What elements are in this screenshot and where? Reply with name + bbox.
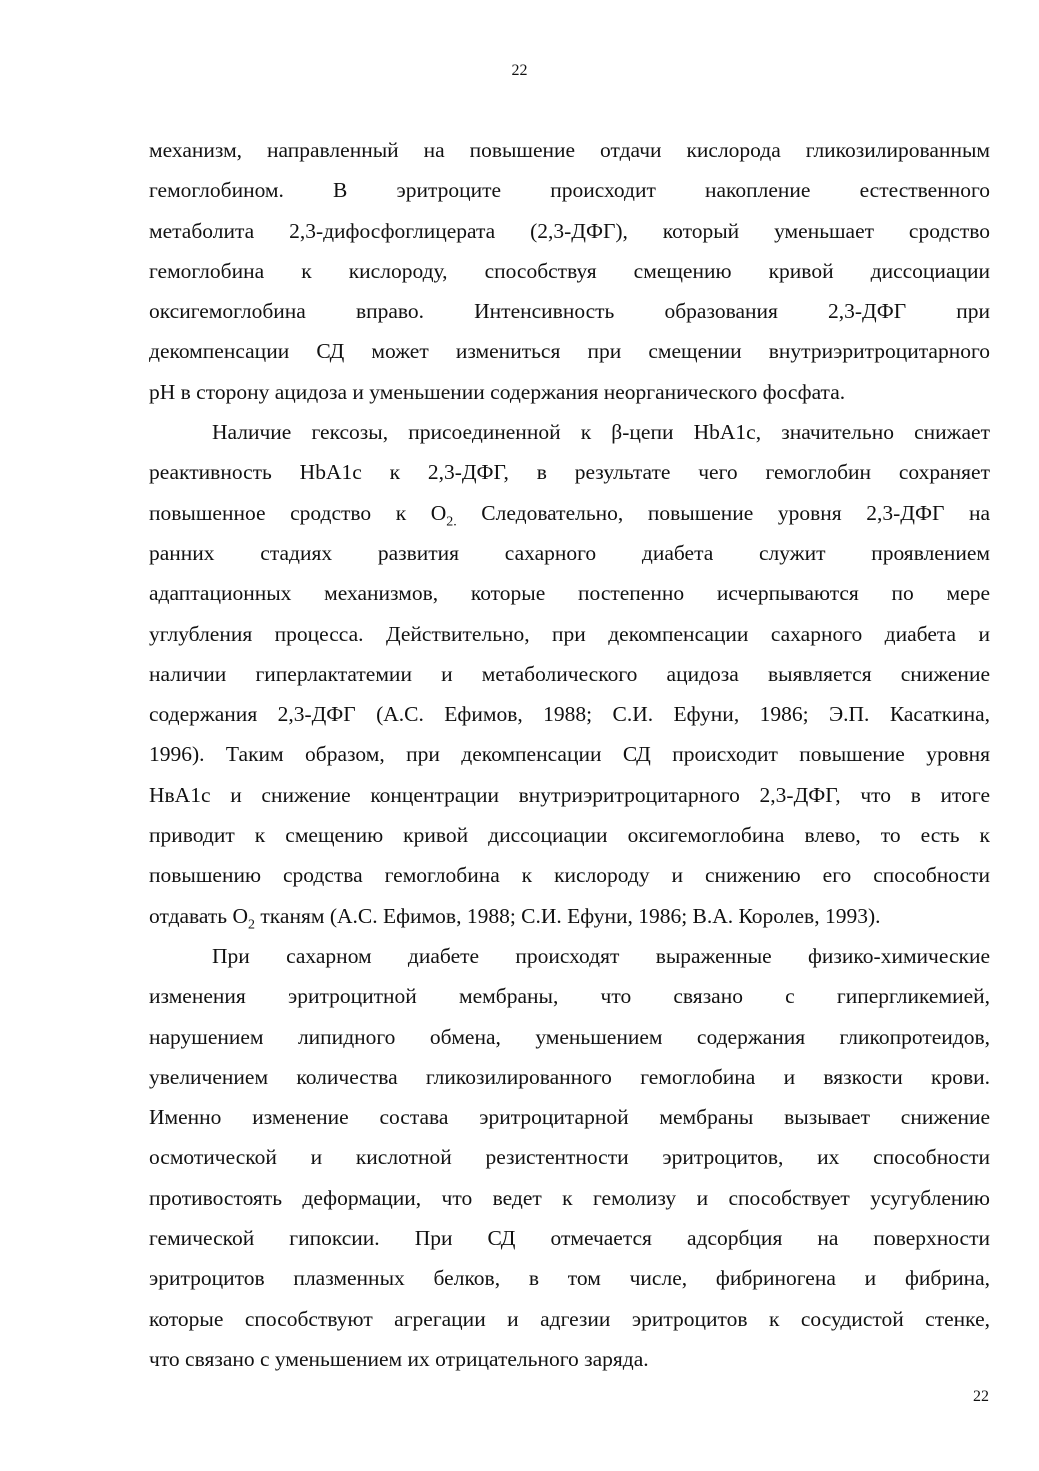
text-line: реактивность HbA1c к 2,3-ДФГ, в результате чего гемоглобин сохраняет — [149, 460, 990, 485]
text-line: наличии гиперлактатемии и метаболического ацидоза выявляется снижение — [149, 661, 990, 686]
text-line: ранних стадиях развития сахарного диабета служит проявлением — [149, 540, 990, 565]
text-line: 1996). Таким образом, при декомпенсации СД происходит повышение уровня — [149, 742, 990, 767]
text-line: гемической гипоксии. При СД отмечается адсорбция на поверхности — [149, 1226, 990, 1251]
text-line: гемоглобином. В эритроците происходит накопление естественного — [149, 178, 990, 203]
text-line: которые способствуют агрегации и адгезии эритроцитов к сосудистой стенке, — [149, 1306, 990, 1331]
text-line: Наличие гексозы, присоединенной к β-цепи HbA1c, значительно снижает — [212, 420, 990, 445]
subscript: 2. — [446, 513, 457, 529]
text-line: механизм, направленный на повышение отдачи кислорода гликозилированным — [149, 138, 990, 162]
paragraph-3 — [149, 936, 990, 1379]
text-line: гемоглобина к кислороду, способствуя смещению кривой диссоциации — [149, 258, 990, 283]
paragraph-2 — [149, 412, 990, 936]
paragraph-1 — [149, 130, 990, 412]
text-line-with-subscript — [149, 493, 990, 533]
text-line: НвА1с и снижение концентрации внутриэритроцитарного 2,3-ДФГ, что в итоге — [149, 782, 990, 807]
text-line: Именно изменение состава эритроцитарной мембраны вызывает снижение — [149, 1105, 990, 1130]
text-line: эритроцитов плазменных белков, в том числе, фибриногена и фибрина, — [149, 1266, 990, 1291]
text-line: адаптационных механизмов, которые постепенно исчерпываются по мере — [149, 581, 990, 606]
text-line: изменения эритроцитной мембраны, что связано с гипергликемией, — [149, 984, 990, 1009]
text-segment: Следовательно, повышение уровня 2,3-ДФГ на — [456, 500, 990, 525]
page-number-top: 22 — [511, 62, 528, 79]
page-number-bottom: 22 — [973, 1388, 989, 1405]
text-line: углубления процесса. Действительно, при декомпенсации сахарного диабета и — [149, 621, 990, 646]
text-line-with-subscript — [149, 896, 990, 936]
text-line: осмотической и кислотной резистентности эритроцитов, их способности — [149, 1145, 990, 1170]
text-line: нарушением липидного обмена, уменьшением содержания гликопротеидов, — [149, 1024, 990, 1049]
text-segment: тканям (А.С. Ефимов, 1988; С.И. Ефуни, 1986; В.А. Королев, 1993). — [255, 903, 881, 928]
text-line: декомпенсации СД может измениться при смещении внутриэритроцитарного — [149, 339, 990, 364]
text-segment: повышенное сродство к O — [149, 500, 447, 525]
text-line: оксигемоглобина вправо. Интенсивность образования 2,3-ДФГ при — [149, 299, 990, 324]
text-line: При сахарном диабете происходят выраженные физико-химические — [212, 943, 990, 968]
subscript: 2 — [248, 916, 256, 932]
text-line: содержания 2,3-ДФГ (А.С. Ефимов, 1988; С.И. Ефуни, 1986; Э.П. Касаткина, — [149, 702, 990, 727]
text-line: что связано с уменьшением их отрицательного заряда. — [149, 1346, 649, 1371]
text-line: увеличением количества гликозилированного гемоглобина и вязкости крови. — [149, 1064, 990, 1089]
text-line: метаболита 2,3-дифосфоглицерата (2,3-ДФГ), который уменьшает сродство — [149, 218, 990, 243]
text-segment: отдавать O — [149, 903, 249, 928]
text-line: противостоять деформации, что ведет к гемолизу и способствует усугублению — [149, 1185, 990, 1210]
text-line: повышению сродства гемоглобина к кислороду и снижению его способности — [149, 863, 990, 888]
text-line: приводит к смещению кривой диссоциации оксигемоглобина влево, то есть к — [149, 823, 990, 848]
text-line: pH в сторону ацидоза и уменьшении содержания неорганического фосфата. — [149, 379, 846, 404]
document-body — [149, 130, 990, 1379]
